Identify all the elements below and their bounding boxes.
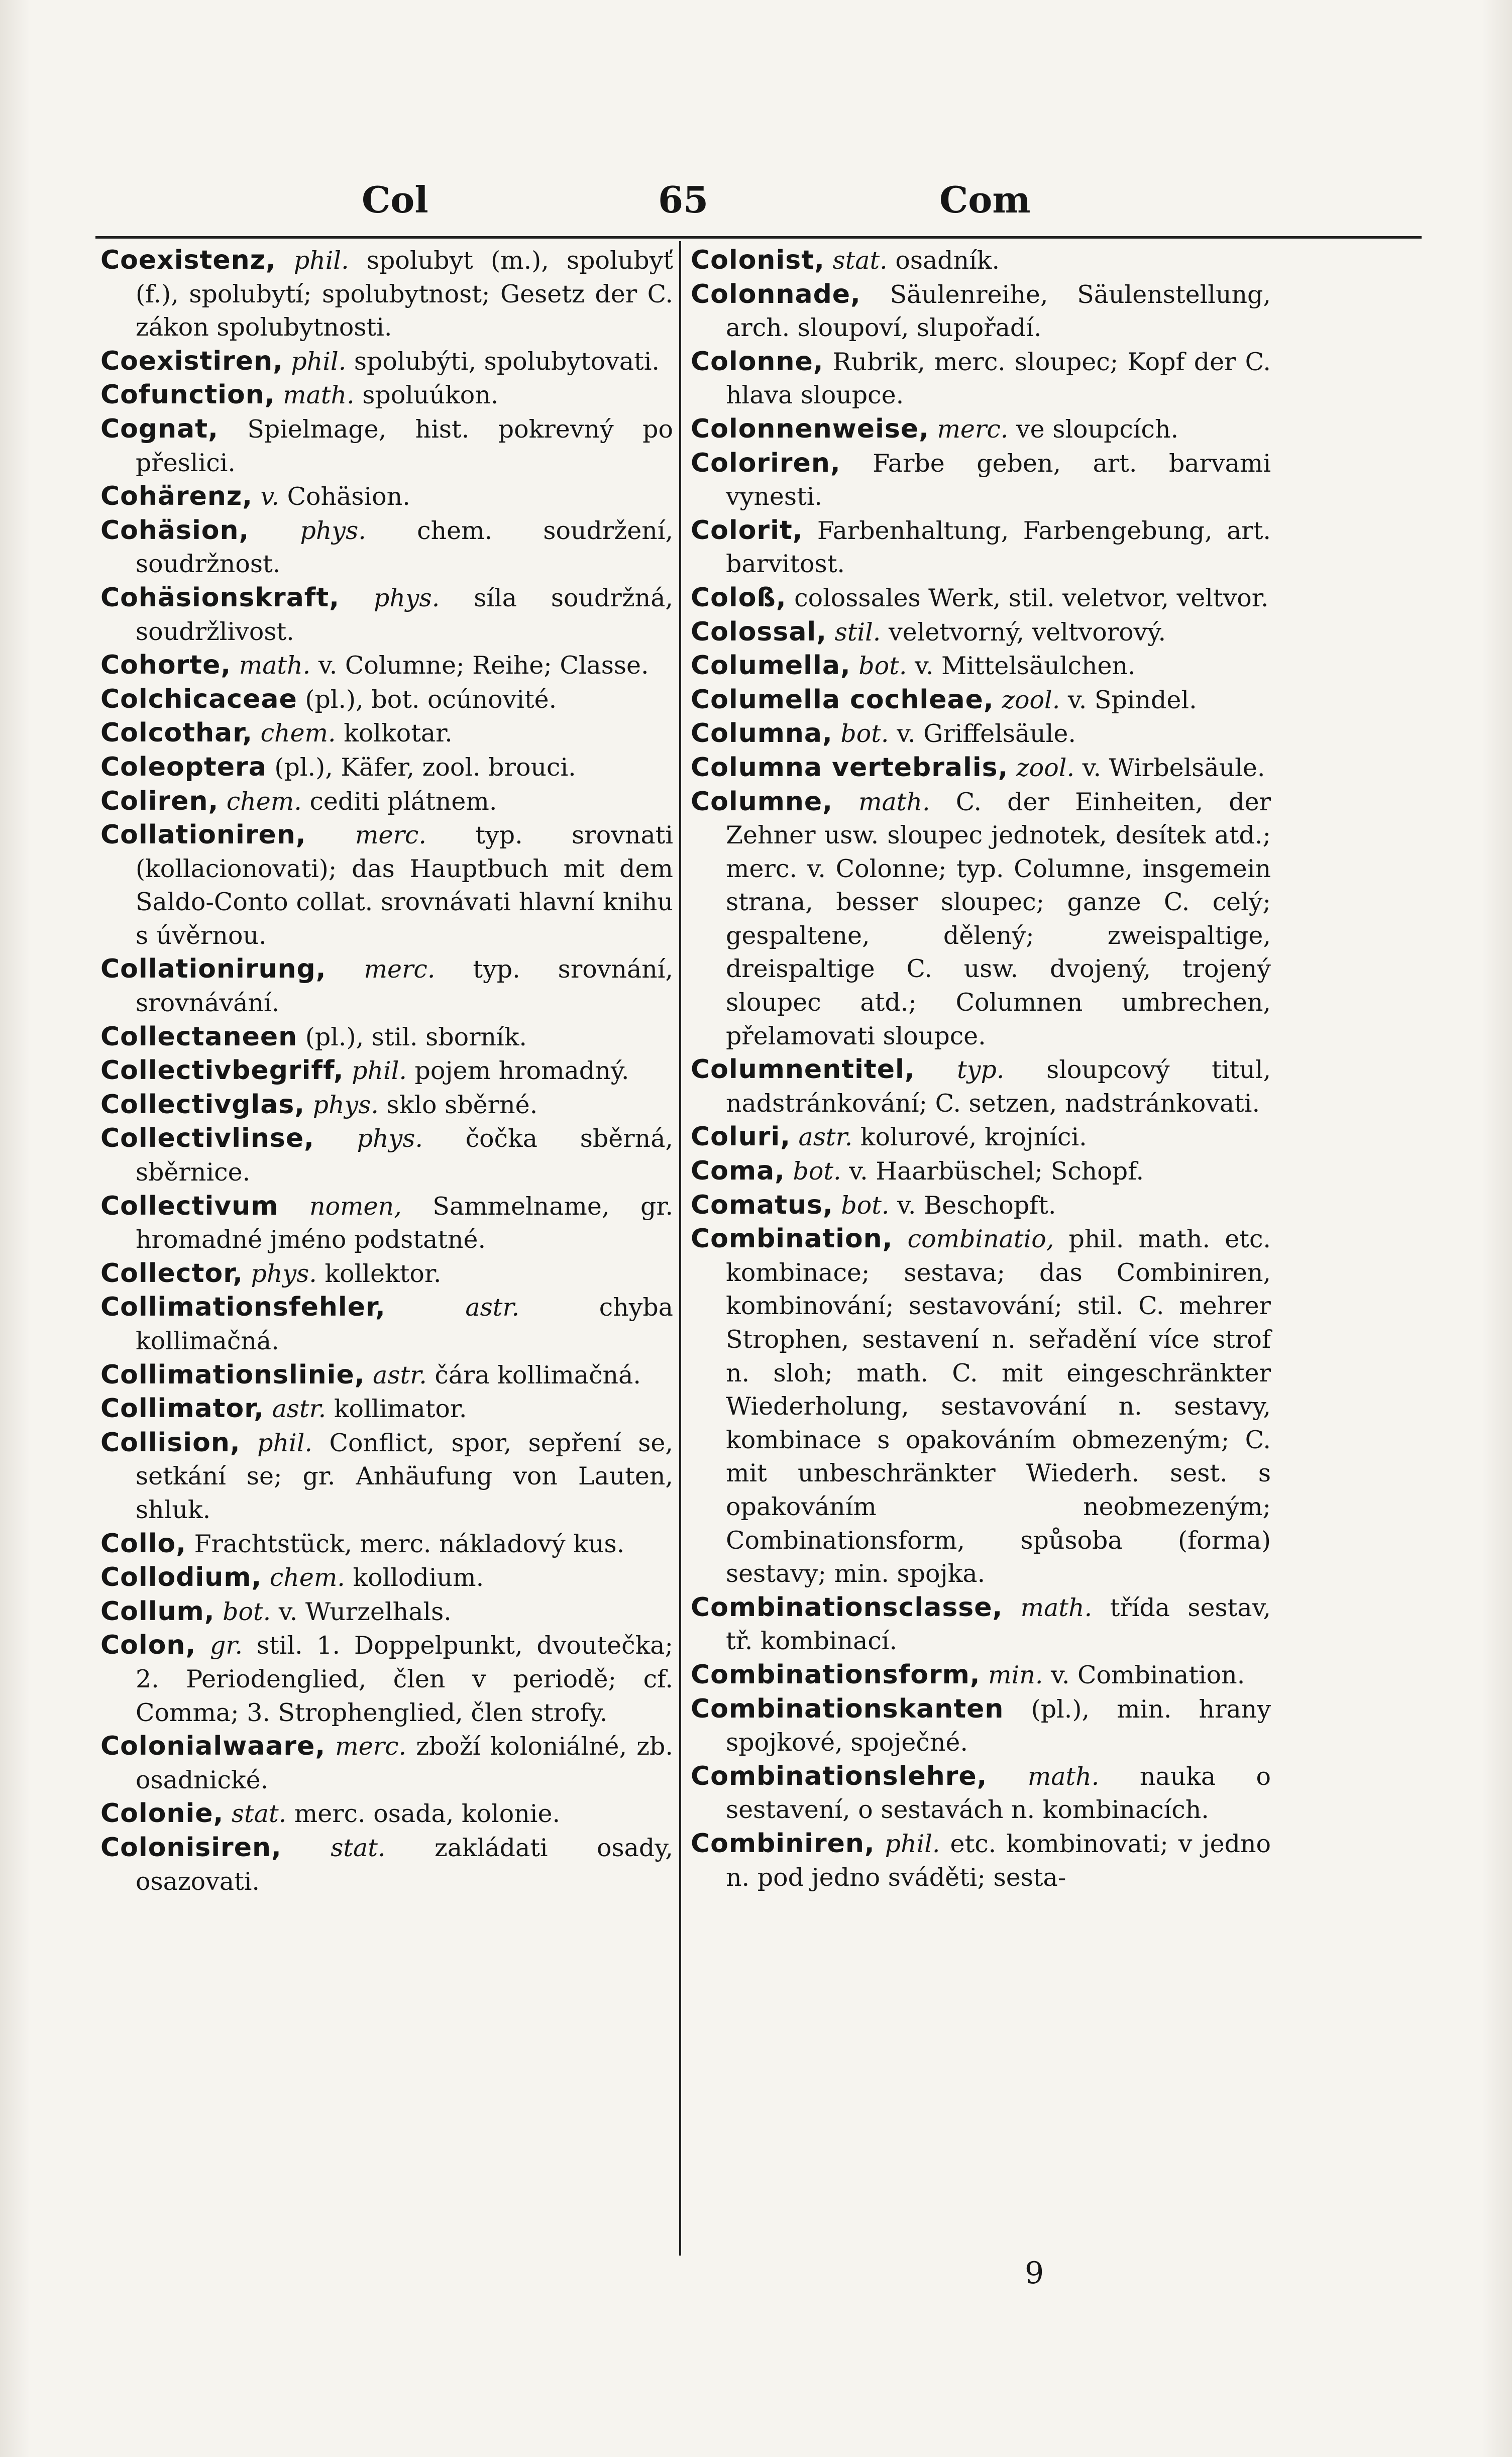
entry-definition: (pl.), min. hrany spojkové, spoječné. (726, 1694, 1271, 1757)
entry-abbreviation: chem. (226, 787, 302, 816)
entry-abbreviation: typ. (957, 1055, 1005, 1085)
entry-headword: Columna vertebralis, (691, 752, 1009, 783)
entry-definition: v. Beschopft. (897, 1191, 1056, 1220)
entry-headword: Cofunction, (100, 380, 275, 410)
dictionary-entry (691, 345, 1271, 412)
dictionary-entry (691, 785, 1271, 1053)
entry-abbreviation: phil. (257, 1428, 312, 1457)
entry-abbreviation: phys. (373, 583, 440, 612)
entry-headword: Coleoptera (100, 752, 267, 782)
dictionary-entry (691, 1692, 1271, 1760)
entry-definition: kolurové, krojníci. (860, 1123, 1087, 1152)
entry-headword: Colorit, (691, 515, 803, 546)
entry-abbreviation: math. (283, 381, 355, 410)
dictionary-entry (691, 1658, 1271, 1692)
entry-headword: Collectivbegriff, (100, 1055, 344, 1086)
entry-abbreviation: v. (260, 482, 279, 511)
entry-definition: kollodium. (353, 1563, 484, 1592)
entry-definition: C. der Einheiten, der Zehner usw. sloupec jednotek, desítek atd.; merc. v. Colonne; typ. Columne, insgemein strana, besser sloupec; ganze C. celý; gespaltene, dělený; zweispaltige, dreispaltige C. usw. dvojený, trojený sloupec atd.; Columnen umbrechen, přelamovati sloupce. (726, 787, 1271, 1050)
entry-definition: etc. kombinovati; v jedno n. pod jedno sváděti; sesta- (726, 1829, 1271, 1892)
entry-definition: typ. srovnání, srovnávání. (136, 955, 673, 1018)
entry-headword: Collimationsfehler, (100, 1292, 386, 1323)
entry-definition: sklo sběrné. (386, 1090, 538, 1119)
entry-definition: kollektor. (325, 1259, 442, 1288)
entry-abbreviation: merc. (335, 1732, 407, 1761)
dictionary-entry (100, 818, 673, 952)
entry-headword: Columne, (691, 786, 833, 817)
dictionary-entry (100, 581, 673, 649)
dictionary-entry (100, 683, 673, 717)
entry-definition: merc. osada, kolonie. (294, 1799, 561, 1829)
entry-headword: Colcothar, (100, 718, 253, 749)
dictionary-entry (691, 1053, 1271, 1120)
entry-abbreviation: phys. (357, 1124, 423, 1153)
entry-abbreviation: bot. (840, 719, 889, 749)
entry-abbreviation: combinatio, (907, 1225, 1054, 1254)
dictionary-entry (691, 751, 1271, 785)
entry-definition: Farbe geben, art. barvami vynesti. (726, 449, 1271, 511)
dictionary-entry (691, 514, 1271, 581)
entry-headword: Coexistiren, (100, 346, 283, 376)
dictionary-entry (100, 785, 673, 819)
page-number: 65 (658, 178, 709, 221)
dictionary-entry (100, 751, 673, 785)
column-divider (679, 241, 681, 2256)
entry-definition: Cohäsion. (287, 482, 410, 511)
dictionary-entry (691, 412, 1271, 447)
entry-abbreviation: min. (988, 1660, 1043, 1689)
dictionary-entry (100, 345, 673, 379)
entry-headword: Colonist, (691, 245, 825, 275)
entry-definition: kollimator. (334, 1395, 467, 1424)
dictionary-entry (691, 1760, 1271, 1827)
entry-abbreviation: math. (239, 651, 311, 680)
entry-headword: Combinationsform, (691, 1659, 981, 1690)
entry-abbreviation: bot. (793, 1157, 841, 1186)
dictionary-entry (691, 683, 1271, 717)
dictionary-entry (691, 717, 1271, 751)
dictionary-entry (100, 952, 673, 1020)
entry-abbreviation: merc. (937, 414, 1009, 444)
entry-abbreviation: math. (1020, 1593, 1093, 1622)
entry-definition: v. Columne; Reihe; Classe. (318, 651, 649, 680)
dictionary-entry (100, 716, 673, 751)
entry-headword: Coma, (691, 1156, 785, 1187)
entry-headword: Combinationslehre, (691, 1761, 988, 1791)
entry-definition: v. Wirbelsäule. (1082, 753, 1265, 782)
entry-headword: Collimator, (100, 1394, 264, 1424)
entry-headword: Cohorte, (100, 650, 232, 681)
entry-definition: (pl.), bot. ocúnovité. (305, 685, 557, 714)
entry-definition: Rubrik, merc. sloupec; Kopf der C. hlava sloupce. (726, 347, 1271, 410)
dictionary-entry (100, 480, 673, 514)
entry-abbreviation: bot. (858, 652, 907, 681)
entry-definition: Spielmage, hist. pokrevný po přeslici. (136, 414, 673, 477)
dictionary-entry (100, 1054, 673, 1088)
entry-abbreviation: stil. (834, 617, 881, 647)
dictionary-entry (691, 244, 1271, 278)
dictionary-entry (691, 1222, 1271, 1591)
entry-headword: Columella, (691, 651, 851, 681)
entry-headword: Combinationsclasse, (691, 1592, 1003, 1623)
entry-definition: nauka o sestavení, o sestavách n. kombinacích. (726, 1762, 1271, 1825)
running-header (0, 178, 1512, 234)
dictionary-entry (100, 1088, 673, 1122)
entry-definition: Conflict, spor, sepření se, setkání se; gr. Anhäufung von Lauten, shluk. (136, 1428, 674, 1524)
entry-definition: pojem hromadný. (414, 1056, 629, 1086)
entry-abbreviation: astr. (465, 1293, 520, 1322)
entry-abbreviation: stat. (832, 246, 888, 275)
dictionary-entry (691, 615, 1271, 650)
entry-abbreviation: phys. (300, 516, 366, 545)
dictionary-entry (100, 1831, 673, 1898)
dictionary-entry (100, 1392, 673, 1426)
entry-headword: Comatus, (691, 1190, 833, 1220)
entry-definition: Säulenreihe, Säulenstellung, arch. sloupoví, slupořadí. (726, 280, 1271, 343)
dictionary-entry (691, 1591, 1271, 1658)
dictionary-entry (100, 1122, 673, 1189)
entry-headword: Collimationslinie, (100, 1359, 365, 1390)
dictionary-entry (691, 447, 1271, 514)
entry-definition: zboží koloniálné, zb. osadnické. (136, 1732, 674, 1794)
entry-headword: Collision, (100, 1427, 241, 1458)
entry-abbreviation: merc. (364, 955, 436, 984)
entry-definition: ve sloupcích. (1016, 414, 1179, 444)
entry-definition: Sammelname, gr. hromadné jméno podstatné. (136, 1192, 674, 1254)
entry-headword: Colonne, (691, 346, 824, 377)
entry-headword: Combinationskanten (691, 1693, 1004, 1724)
dictionary-entry (100, 1629, 673, 1730)
dictionary-entry (100, 1595, 673, 1629)
entry-headword: Collum, (100, 1596, 215, 1627)
dictionary-entry (100, 1797, 673, 1831)
entry-definition: colossales Werk, stil. veletvor, veltvor. (794, 583, 1269, 612)
entry-abbreviation: bot. (223, 1597, 271, 1626)
entry-abbreviation: stat. (231, 1799, 287, 1829)
entry-abbreviation: merc. (355, 821, 426, 850)
entry-definition: stil. 1. Doppelpunkt, dvoutečka; 2. Periodenglied, člen v periodě; cf. Comma; 3. Strophenglied, člen strofy. (136, 1631, 674, 1727)
entry-abbreviation: phil. (352, 1056, 407, 1086)
entry-definition: phil. math. etc. kombinace; sestava; das Combiniren, kombinování; sestavování; stil. C. mehrer Strophen, sestavení n. seřadění více strof n. sloh; math. C. mit eingeschränkter Wiederholung, sestavování n. sestavy, kombinace s opakováním obmezeným; C. mit unbeschränkter Wiederh. sest. s opakováním neobmezeným; Combinationsform, spůsoba (forma) sestavy; min. spojka. (726, 1225, 1271, 1588)
dictionary-entry (100, 412, 673, 480)
entry-abbreviation: zool. (1016, 753, 1075, 782)
entry-headword: Colonialwaare, (100, 1731, 326, 1762)
entry-headword: Columnentitel, (691, 1054, 915, 1085)
entry-abbreviation: phil. (293, 246, 349, 275)
entry-headword: Collectivglas, (100, 1089, 305, 1120)
entry-definition: v. Griffelsäule. (897, 719, 1076, 749)
entry-headword: Cohäsion, (100, 515, 250, 546)
entry-definition: sloupcový titul, nadstránkování; C. setzen, nadstránkovati. (726, 1055, 1271, 1118)
entry-headword: Colossal, (691, 616, 827, 647)
dictionary-entry (100, 1730, 673, 1797)
dictionary-entry (100, 1257, 673, 1291)
entry-definition: Frachtstück, merc. nákladový kus. (194, 1529, 625, 1558)
entry-definition: typ. srovnati (kollacionovati); das Hauptbuch mit dem Saldo-Conto collat. srovnávati hlavní knihu s úvěrnou. (136, 821, 674, 950)
entry-definition: spoluúkon. (362, 381, 499, 410)
entry-definition: (pl.), stil. sborník. (305, 1022, 527, 1051)
entry-headword: Collodium, (100, 1562, 262, 1593)
dictionary-entry (100, 1291, 673, 1358)
dictionary-entry (100, 1426, 673, 1527)
header-left-guide-word: Col (362, 178, 428, 221)
entry-headword: Collectivum (100, 1191, 279, 1221)
entry-headword: Collectivlinse, (100, 1123, 314, 1154)
entry-headword: Cohärenz, (100, 481, 253, 512)
entry-definition: zakládati osady, osazovati. (136, 1833, 674, 1896)
entry-headword: Collectaneen (100, 1021, 298, 1052)
entry-abbreviation: bot. (841, 1191, 890, 1220)
header-rule (95, 236, 1422, 239)
dictionary-entry (100, 1190, 673, 1257)
entry-definition: v. Haarbüschel; Schopf. (849, 1157, 1144, 1186)
entry-definition: cediti plátnem. (309, 787, 497, 816)
signature-mark: 9 (1025, 2256, 1044, 2291)
entry-headword: Colonie, (100, 1798, 224, 1829)
entry-headword: Colonnade, (691, 279, 861, 309)
entry-headword: Columna, (691, 718, 833, 749)
entry-definition: čára kollimačná. (435, 1360, 641, 1390)
entry-headword: Columella cochleae, (691, 684, 994, 715)
entry-headword: Collo, (100, 1528, 187, 1559)
entry-headword: Collector, (100, 1258, 243, 1289)
entry-abbreviation: zool. (1002, 685, 1060, 714)
entry-abbreviation: phys. (251, 1259, 317, 1288)
left-column (100, 244, 673, 1898)
entry-definition: v. Combination. (1050, 1660, 1245, 1689)
dictionary-entry (100, 1020, 673, 1054)
entry-definition: veletvorný, veltvorový. (888, 617, 1166, 647)
entry-headword: Colon, (100, 1630, 196, 1661)
dictionary-entry (100, 649, 673, 683)
dictionary-entry (691, 1154, 1271, 1189)
entry-definition: (pl.), Käfer, zool. brouci. (274, 753, 576, 782)
entry-abbreviation: stat. (331, 1833, 386, 1862)
entry-abbreviation: math. (858, 787, 930, 816)
dictionary-entry (100, 1527, 673, 1561)
dictionary-entry (100, 1561, 673, 1595)
entry-headword: Coexistenz, (100, 245, 276, 275)
entry-abbreviation: phil. (291, 347, 347, 376)
entry-abbreviation: math. (1027, 1762, 1100, 1791)
entry-headword: Cohäsionskraft, (100, 582, 340, 613)
dictionary-entry (100, 1358, 673, 1393)
entry-headword: Collationiren, (100, 820, 306, 850)
header-right-guide-word: Com (939, 178, 1031, 221)
dictionary-entry (691, 278, 1271, 345)
entry-abbreviation: nomen, (309, 1192, 402, 1221)
entry-abbreviation: gr. (210, 1631, 243, 1660)
entry-definition: v. Mittelsäulchen. (914, 652, 1136, 681)
dictionary-entry (691, 1827, 1271, 1894)
entry-headword: Collationirung, (100, 954, 327, 985)
right-column (691, 244, 1271, 1894)
entry-headword: Coliren, (100, 786, 219, 816)
entry-headword: Colonisiren, (100, 1832, 282, 1863)
entry-abbreviation: astr. (798, 1123, 853, 1152)
dictionary-entry (691, 649, 1271, 683)
dictionary-entry (100, 244, 673, 345)
entry-definition: Farbenhaltung, Farbengebung, art. barvitost. (726, 516, 1271, 579)
entry-headword: Colchicaceae (100, 684, 297, 714)
dictionary-entry (100, 378, 673, 412)
entry-headword: Combiniren, (691, 1828, 875, 1859)
entry-abbreviation: phil. (885, 1829, 940, 1858)
entry-headword: Combination, (691, 1224, 893, 1254)
entry-definition: v. Wurzelhals. (278, 1597, 452, 1626)
entry-definition: spolubýti, spolubytovati. (354, 347, 660, 376)
entry-definition: v. Spindel. (1067, 685, 1197, 714)
entry-headword: Cognat, (100, 413, 219, 444)
entry-definition: kolkotar. (344, 719, 453, 748)
entry-definition: spolubyt (m.), spolubyť (f.), spolubytí; spolubytnost; Gesetz der C. zákon spolubytnosti. (136, 246, 674, 342)
entry-headword: Coloß, (691, 582, 787, 613)
entry-definition: čočka sběrná, sběrnice. (136, 1124, 674, 1187)
entry-definition: chyba kollimačná. (136, 1293, 673, 1355)
entry-headword: Colonnenweise, (691, 413, 929, 444)
dictionary-entry (691, 1189, 1271, 1223)
entry-abbreviation: phys. (312, 1090, 379, 1119)
entry-abbreviation: chem. (260, 719, 336, 748)
entry-abbreviation: astr. (373, 1360, 427, 1390)
entry-headword: Coloriren, (691, 448, 841, 478)
entry-definition: síla soudržná, soudržlivost. (136, 583, 673, 646)
entry-definition: osadník. (895, 246, 1000, 275)
dictionary-entry (691, 581, 1271, 615)
entry-abbreviation: astr. (272, 1395, 327, 1424)
dictionary-entry (100, 514, 673, 581)
entry-definition: chem. soudržení, soudržnost. (136, 516, 674, 579)
entry-definition: třída sestav, tř. kombinací. (726, 1593, 1271, 1656)
entry-abbreviation: chem. (269, 1563, 345, 1592)
dictionary-entry (691, 1120, 1271, 1154)
entry-headword: Coluri, (691, 1122, 791, 1152)
